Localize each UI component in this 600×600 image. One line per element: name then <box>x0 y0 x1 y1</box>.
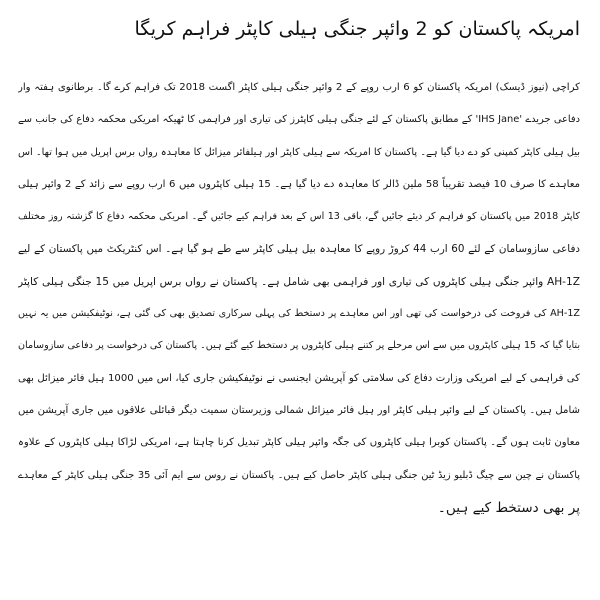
article-line: پاکستان نے چین سے چیگ ڈبلیو زیڈ ٹین جنگی ہیلی کاپٹر حاصل کیے ہیں۔ پاکستان نے روس سے ایم آئی 35 جنگی ہیلی کاپٹر کے معاہدے <box>18 469 580 481</box>
article-line: AH-1Z کی فروخت کی درخواست کی تھی اور اس معاہدے پر دستخط کی پہلی سرکاری تصدیق بھی کی گئی ہے، نوٹیفکیشن میں یہ نہیں <box>18 308 580 320</box>
article-line: AH-1Z وائپر جنگی ہیلی کاپٹروں کی تیاری اور فراہمی بھی شامل ہے۔ پاکستان نے رواں برس اپریل میں 15 جنگی ہیلی کاپٹر <box>18 275 580 288</box>
article-line: معاہدے کا صرف 10 فیصد تقریباً 58 ملین ڈالر کا معاہدہ دے دیا گیا ہے۔ 15 ہیلی کاپٹروں میں 6 ارب روپے سے زائد کے 2 وائپر ہیلی <box>18 178 580 190</box>
article-body <box>18 72 580 524</box>
article-headline: امریکہ پاکستان کو 2 وائپر جنگی ہیلی کاپٹر فراہم کریگا <box>134 18 580 40</box>
article-line: شامل ہیں۔ پاکستان کے لیے وائپر ہیلی کاپٹر اور ہیل فائر میزائل شمالی وزیرستان سمیت دیگر قبائلی علاقوں میں جاری آپریشن میں <box>18 404 580 416</box>
article-line: کی فراہمی کے لیے امریکی وزارت دفاع کی سلامتی کو آپریشن ایجنسی نے نوٹیفکیشن جاری کیا، اس میں 1000 ہیل فائر میزائل بھی <box>18 372 580 384</box>
article-line: دفاعی سازوسامان کے لئے 60 ارب 44 کروڑ روپے کا معاہدہ بیل ہیلی کاپٹر سے طے ہو گیا ہے۔ اس کنٹریکٹ میں پاکستان کے لیے <box>18 243 580 256</box>
article-line: کراچی (نیوز ڈیسک) امریکہ پاکستان کو 6 ارب روپے کے 2 وائپر جنگی ہیلی کاپٹر اگست 2018 تک فراہم کرے گا۔ برطانوی ہفتہ وار <box>18 82 580 93</box>
article-line: بتایا گیا کہ 15 ہیلی کاپٹروں میں سے اس مرحلے پر کتنے ہیلی کاپٹروں پر دستخط کیے گئے ہیں۔ پاکستان کی درخواست پر دفاعی سازوسامان <box>18 340 580 352</box>
article-line: کاپٹر 2018 میں پاکستان کو فراہم کر دیئے جائیں گے، باقی 13 اس کے بعد فراہم کیے جائیں گے۔ امریکی محکمہ دفاع کا گزشتہ روز مختلف <box>18 211 580 223</box>
article-line: بیل ہیلی کاپٹر کمپنی کو دے دیا گیا ہے۔ پاکستان کا امریکہ سے ہیلی کاپٹر اور ہیلفائر میزائل کا معاہدہ رواں برس اپریل میں ہوا تھا۔ اس <box>18 146 580 158</box>
article-line: دفاعی جریدے 'IHS Jane' کے مطابق پاکستان کے لئے جنگی ہیلی کاپٹرز کی تیاری اور فراہمی کا ٹھیکہ امریکی محکمہ دفاع کی جانب سے <box>18 114 580 126</box>
article-line: معاون ثابت ہوں گے۔ پاکستان کوبرا ہیلی کاپٹروں کی جگہ وائپر ہیلی کاپٹر تبدیل کرنا چاہتا ہے، امریکی لڑاکا ہیلی کاپٹروں کے علاوہ <box>18 437 580 449</box>
article-line: پر بھی دستخط کیے ہیں۔ <box>437 499 580 516</box>
